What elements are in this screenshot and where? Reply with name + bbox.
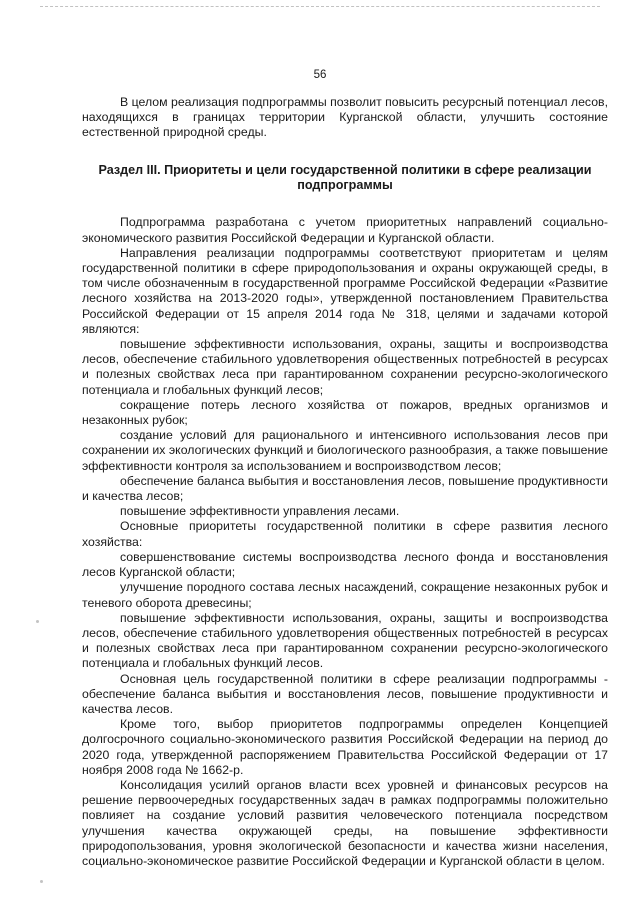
paragraph: повышение эффективности управления лесами. — [120, 504, 400, 519]
document-body — [82, 95, 608, 869]
paragraph: Подпрограмма разработана с учетом приоритетных направлений социально-экономического развития Российской Федерации и Курганской области. — [82, 215, 608, 245]
paragraph: улучшение породного состава лесных насаждений, сокращение незаконных рубок и теневого оборота древесины; — [82, 580, 608, 610]
paragraph: создание условий для рационального и интенсивного использования лесов при сохранении их экологических функций и биологического разнообразия, а также повышение эффективности контроля за использованием и воспроизводством лесов; — [82, 428, 608, 473]
paragraph: Кроме того, выбор приоритетов подпрограммы определен Концепцией долгосрочного социально-экономического развития Российской Федерации на период до 2020 года, утвержденной распоряжением Правительства Российской Федерации от 17 ноября 2008 года № 1662-р. — [82, 717, 608, 777]
page-number: 56 — [313, 69, 327, 81]
section-heading: Раздел III. Приоритеты и цели государственной политики в сфере реализации подпрограммы — [98, 162, 592, 193]
paragraph: Консолидация усилий органов власти всех уровней и финансовых ресурсов на решение первоочередных государственных задач в рамках подпрограммы положительно повлияет на создание условий развития человеческого потенциала посредством улучшения качества окружающей среды, на повышение эффективности природопользования, уровня экологической безопасности и качества жизни населения, социально-экономическое развитие Российской Федерации и Курганской области в целом. — [82, 777, 608, 868]
paragraph: Направления реализации подпрограммы соответствуют приоритетам и целям государственной политики в сфере природопользования и охраны окружающей среды, в том числе обозначенным в государственной программе Российской Федерации «Развитие лесного хозяйства на 2013-2020 годы», утвержденной постановлением Правительства Российской Федерации от 15 апреля 2014 года № 318, целями и задачами которой являются: — [82, 245, 608, 336]
paragraph: Основная цель государственной политики в сфере реализации подпрограммы - обеспечение баланса выбытия и восстановления лесов, повышение продуктивности и качества лесов. — [82, 671, 608, 716]
scan-speck — [36, 620, 39, 623]
paragraph: повышение эффективности использования, охраны, защиты и воспроизводства лесов, обеспечение стабильного удовлетворения общественных потребностей в ресурсах и полезных свойствах леса при гарантированном сохранении ресурсно-экологического потенциала и глобальных функций лесов. — [82, 610, 608, 671]
scan-top-edge — [40, 6, 600, 7]
paragraph: повышение эффективности использования, охраны, защиты и воспроизводства лесов, обеспечение стабильного удовлетворения общественных потребностей в ресурсах и полезных свойствах леса при гарантированном сохранении ресурсно-экологического потенциала и глобальных функций лесов; — [82, 337, 608, 397]
intro-paragraph: В целом реализация подпрограммы позволит повысить ресурсный потенциал лесов, находящихся в границах территории Курганской области, улучшить состояние естественной природной среды. — [82, 95, 608, 140]
paragraph: Основные приоритеты государственной политики в сфере развития лесного хозяйства: — [82, 519, 608, 549]
scan-speck — [40, 880, 43, 883]
paragraph: совершенствование системы воспроизводства лесного фонда и восстановления лесов Курганской области; — [82, 549, 608, 580]
paragraph: сокращение потерь лесного хозяйства от пожаров, вредных организмов и незаконных рубок; — [82, 397, 608, 428]
paragraph: обеспечение баланса выбытия и восстановления лесов, повышение продуктивности и качества лесов; — [82, 473, 608, 504]
